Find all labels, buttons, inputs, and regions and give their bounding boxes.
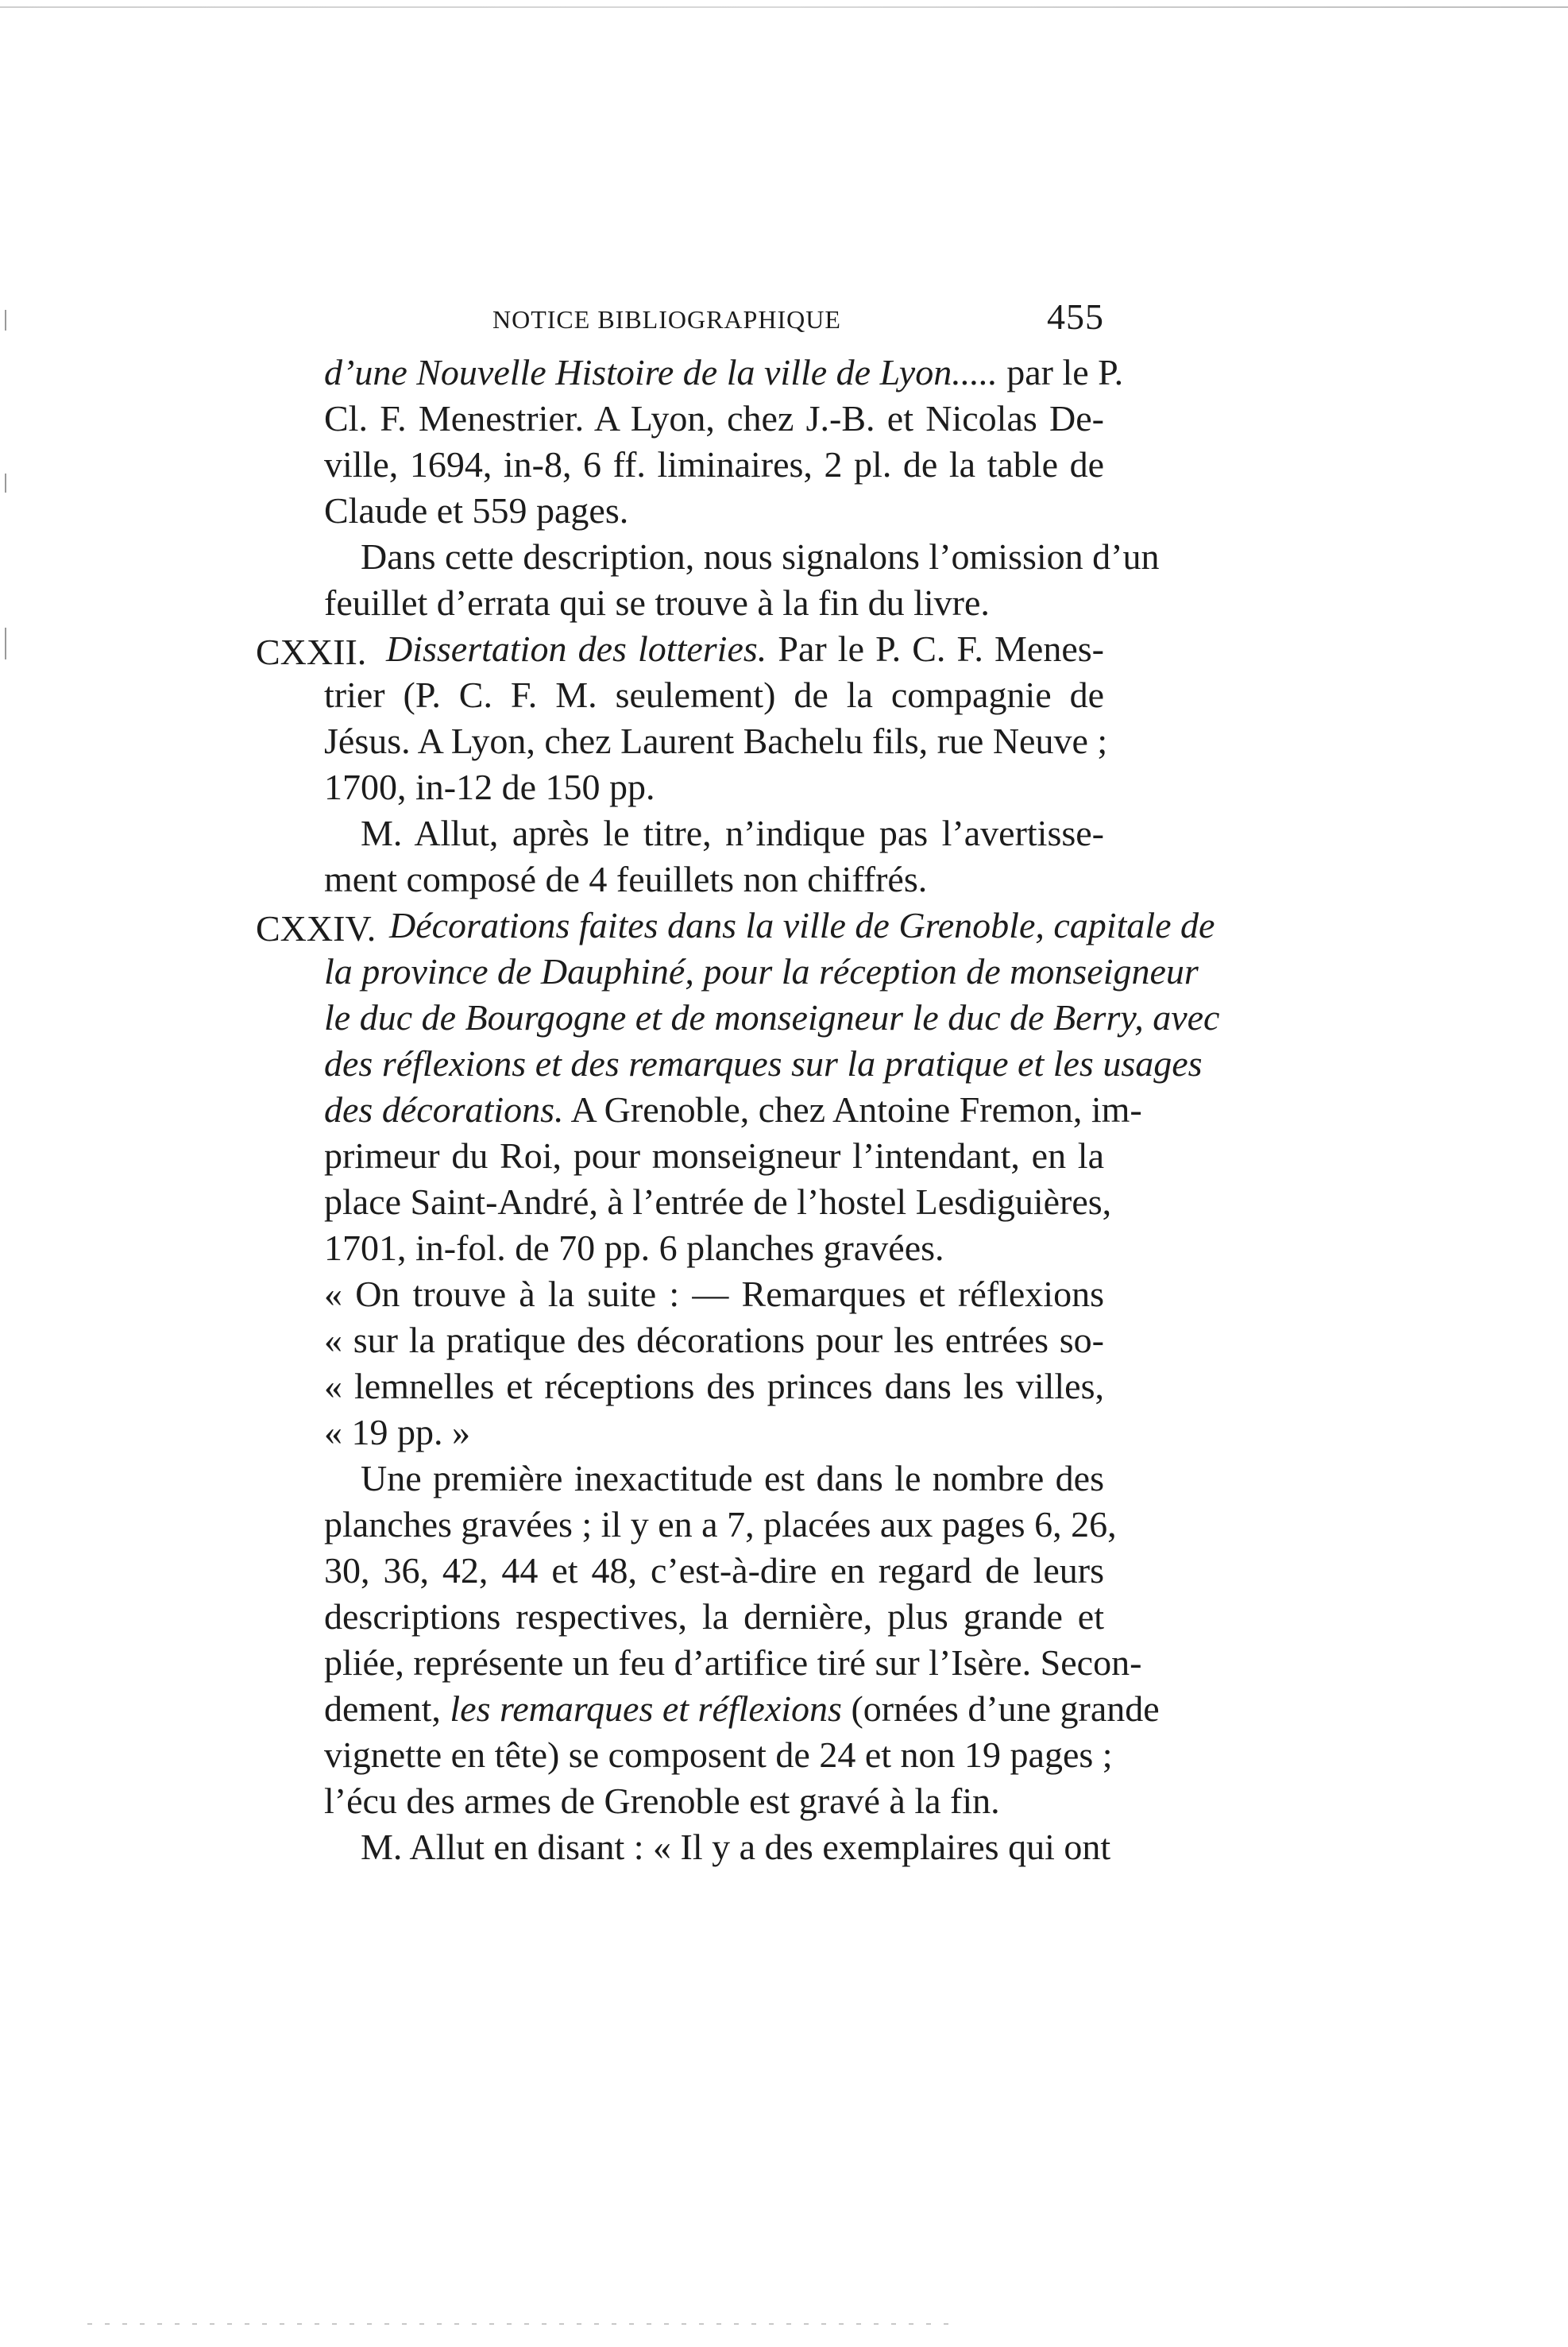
entry-number-cxxiv: CXXIV. [256,908,377,949]
quoted-line: « lemnelles et réceptions des princes dans les villes, [324,1366,1104,1406]
text-line: dement, les remarques et réflexions (ornées d’une grande [324,1688,1160,1729]
text-line: place Saint-André, à l’entrée de l’hostel Lesdiguières, [324,1181,1112,1222]
page-number: 455 [1047,296,1104,337]
text-line: 30, 36, 42, 44 et 48, c’est-à-dire en regard de leurs [324,1550,1104,1591]
text-line: le duc de Bourgogne et de monseigneur le duc de Berry, avec [324,997,1220,1038]
text-line: trier (P. C. F. M. seulement) de la compagnie de [324,675,1104,715]
text-line: ment composé de 4 feuillets non chiffrés. [324,859,928,899]
text-line: feuillet d’errata qui se trouve à la fin du livre. [324,582,990,623]
text-line: Jésus. A Lyon, chez Laurent Bachelu fils, rue Neuve ; [324,721,1108,761]
text-line: 1701, in-fol. de 70 pp. 6 planches gravées. [324,1228,944,1268]
text-line: pliée, représente un feu d’artifice tiré sur l’Isère. Secon- [324,1642,1142,1683]
entry-number-cxxii: CXXII. [256,632,367,672]
text-line: descriptions respectives, la dernière, plus grande et [324,1596,1104,1637]
text-line: Cl. F. Menestrier. A Lyon, chez J.-B. et Nicolas De- [324,398,1104,439]
text-line: primeur du Roi, pour monseigneur l’intendant, en la [324,1135,1104,1176]
header-title: NOTICE BIBLIOGRAPHIQUE [492,305,841,334]
text-line: d’une Nouvelle Histoire de la ville de Lyon..... par le P. [324,352,1124,392]
text-line: M. Allut, après le titre, n’indique pas l’avertisse- [361,813,1104,853]
quoted-line: « 19 pp. » [324,1412,470,1452]
running-header [492,296,1104,350]
text-line: Dissertation des lotteries. Par le P. C. F. Menes- [386,628,1104,669]
scan-bottom-artifact [87,2323,961,2325]
text-line: des réflexions et des remarques sur la pratique et les usages [324,1043,1203,1084]
text-line: planches gravées ; il y en a 7, placées aux pages 6, 26, [324,1504,1117,1545]
quoted-line: « sur la pratique des décorations pour les entrées so- [324,1320,1104,1360]
text-line: l’écu des armes de Grenoble est gravé à la fin. [324,1781,1000,1821]
text-line: des décorations. A Grenoble, chez Antoine Fremon, im- [324,1089,1142,1130]
text-line: Décorations faites dans la ville de Grenoble, capitale de [389,905,1215,945]
text-line: Dans cette description, nous signalons l’omission d’un [361,536,1160,577]
text-line: vignette en tête) se composent de 24 et non 19 pages ; [324,1734,1113,1775]
text-line: 1700, in-12 de 150 pp. [324,767,655,807]
text-line: M. Allut en disant : « Il y a des exemplaires qui ont [361,1827,1111,1867]
quoted-line: « On trouve à la suite : — Remarques et réflexions [324,1274,1104,1314]
text-line: ville, 1694, in-8, 6 ff. liminaires, 2 pl. de la table de [324,444,1104,485]
text-line: Une première inexactitude est dans le nombre des [361,1458,1104,1498]
text-line: Claude et 559 pages. [324,490,629,531]
text-line: la province de Dauphiné, pour la réception de monseigneur [324,951,1199,992]
